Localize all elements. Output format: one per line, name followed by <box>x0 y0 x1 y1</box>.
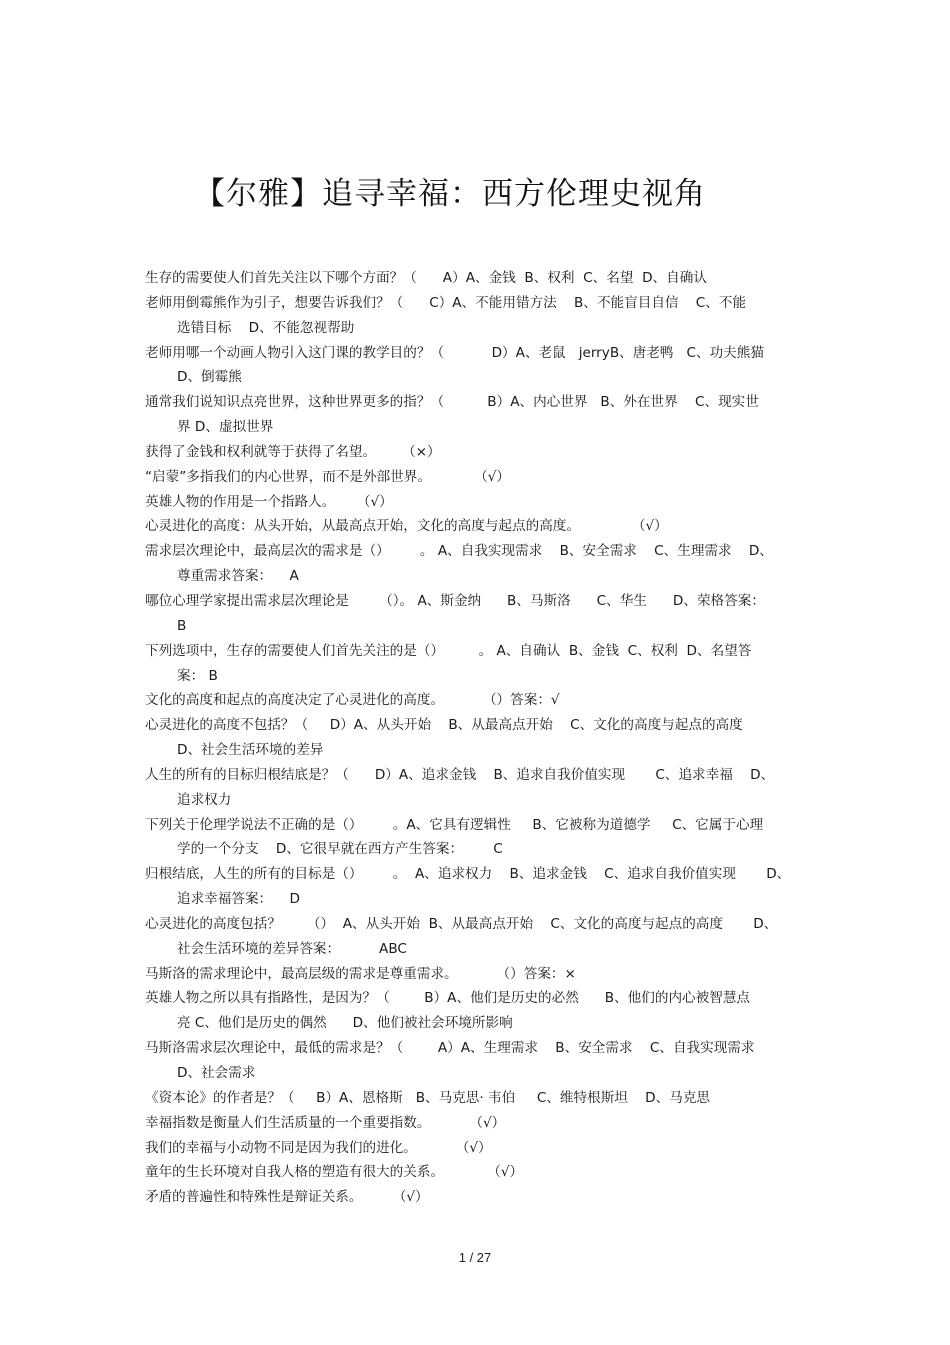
document-body <box>145 266 815 1210</box>
text-line: 童年的生长环境对自我人格的塑造有很大的关系。 （√） <box>145 1164 524 1181</box>
text-line: 幸福指数是衡量人们生活质量的一个重要指数。 （√） <box>145 1114 506 1131</box>
text-line: 文化的高度和起点的高度决定了心灵进化的高度。 （）答案：√ <box>145 692 560 709</box>
text-line: 心灵进化的高度包括？ （） A、从头开始 B、从最高点开始 C、文化的高度与起点的高度 D、 <box>145 915 778 932</box>
text-line-continuation: D、社会需求 <box>177 1065 256 1081</box>
text-line-continuation: 社会生活环境的差异答案： ABC <box>177 940 407 957</box>
text-line: 马斯洛需求层次理论中，最低的需求是？（ A）A、生理需求 B、安全需求 C、自我实现需求 <box>145 1040 755 1057</box>
text-line: 老师用倒霉熊作为引子，想要告诉我们？（ C）A、不能用错方法 B、不能盲目自信 C、不能 <box>145 294 747 311</box>
text-line-continuation: D、倒霉熊 <box>177 369 242 386</box>
text-line: 生存的需要使人们首先关注以下哪个方面？（ A）A、金钱 B、权利 C、名望 D、自确认 <box>145 270 707 286</box>
text-line: 下列选项中，生存的需要使人们首先关注的是（） 。 A、自确认 B、金钱 C、权利 D、名望答 <box>145 642 752 659</box>
text-line: “启蒙”多指我们的内心世界，而不是外部世界。 （√） <box>145 468 511 485</box>
text-line: 心灵进化的高度：从头开始，从最高点开始，文化的高度与起点的高度。 （√） <box>145 518 668 535</box>
text-line: 哪位心理学家提出需求层次理论是 （）。 A、斯金纳 B、马斯洛 C、华生 D、荣格答案： <box>145 592 765 609</box>
text-line: 《资本论》的作者是？（ B）A、恩格斯 B、马克思· 韦伯 C、维特根斯坦 D、马克思 <box>145 1089 711 1106</box>
text-line-continuation: 选错目标 D、不能忽视帮助 <box>177 319 355 336</box>
text-line: 获得了金钱和权利就等于获得了名望。 （×） <box>145 443 441 460</box>
text-line-continuation: 尊重需求答案： A <box>177 568 299 585</box>
text-line: 归根结底，人生的所有的目标是（） 。 A、追求权力 B、追求金钱 C、追求自我价值实现 D、 <box>145 866 791 883</box>
text-line: 需求层次理论中，最高层次的需求是（） 。 A、自我实现需求 B、安全需求 C、生理需求 D、 <box>145 543 773 560</box>
text-line: 老师用哪一个动画人物引入这门课的教学目的？（ D）A、老鼠 jerryB、唐老鸭 C、功夫熊猫 <box>145 344 764 361</box>
text-line-continuation: 追求幸福答案： D <box>177 891 300 908</box>
text-line: 人生的所有的目标归根结底是？（ D）A、追求金钱 B、追求自我价值实现 C、追求幸福 D、 <box>145 766 775 783</box>
text-line-continuation: 学的一个分支 D、它很早就在西方产生答案： C <box>177 841 503 858</box>
text-line-continuation: B <box>177 617 187 634</box>
text-line-continuation: 案： B <box>177 667 218 684</box>
text-line: 我们的幸福与小动物不同是因为我们的进化。 （√） <box>145 1139 492 1156</box>
text-line-continuation: 追求权力 <box>177 791 232 808</box>
page-number: 1 / 27 <box>458 1250 492 1265</box>
text-line-continuation: D、社会生活环境的差异 <box>177 742 324 759</box>
text-line: 下列关于伦理学说法不正确的是（） 。A、它具有逻辑性 B、它被称为道德学 C、它属于心理 <box>145 816 764 833</box>
document-title: 【尔雅】追寻幸福：西方伦理史视角 <box>194 176 706 212</box>
text-line: 矛盾的普遍性和特殊性是辩证关系。 （√） <box>145 1189 429 1206</box>
text-line-continuation: 亮 C、他们是历史的偶然 D、他们被社会环境所影响 <box>177 1015 513 1032</box>
text-line-continuation: 界 D、虚拟世界 <box>177 419 274 436</box>
text-line: 通常我们说知识点亮世界，这种世界更多的指？（ B）A、内心世界 B、外在世界 C、现实世 <box>145 394 759 411</box>
text-line: 心灵进化的高度不包括？（ D）A、从头开始 B、从最高点开始 C、文化的高度与起点的高度 <box>145 717 743 734</box>
text-line: 英雄人物之所以具有指路性，是因为？（ B）A、他们是历史的必然 B、他们的内心被智慧点 <box>145 990 751 1007</box>
text-line: 马斯洛的需求理论中，最高层级的需求是尊重需求。 （）答案：× <box>145 965 576 982</box>
text-line: 英雄人物的作用是一个指路人。 （√） <box>145 493 393 510</box>
